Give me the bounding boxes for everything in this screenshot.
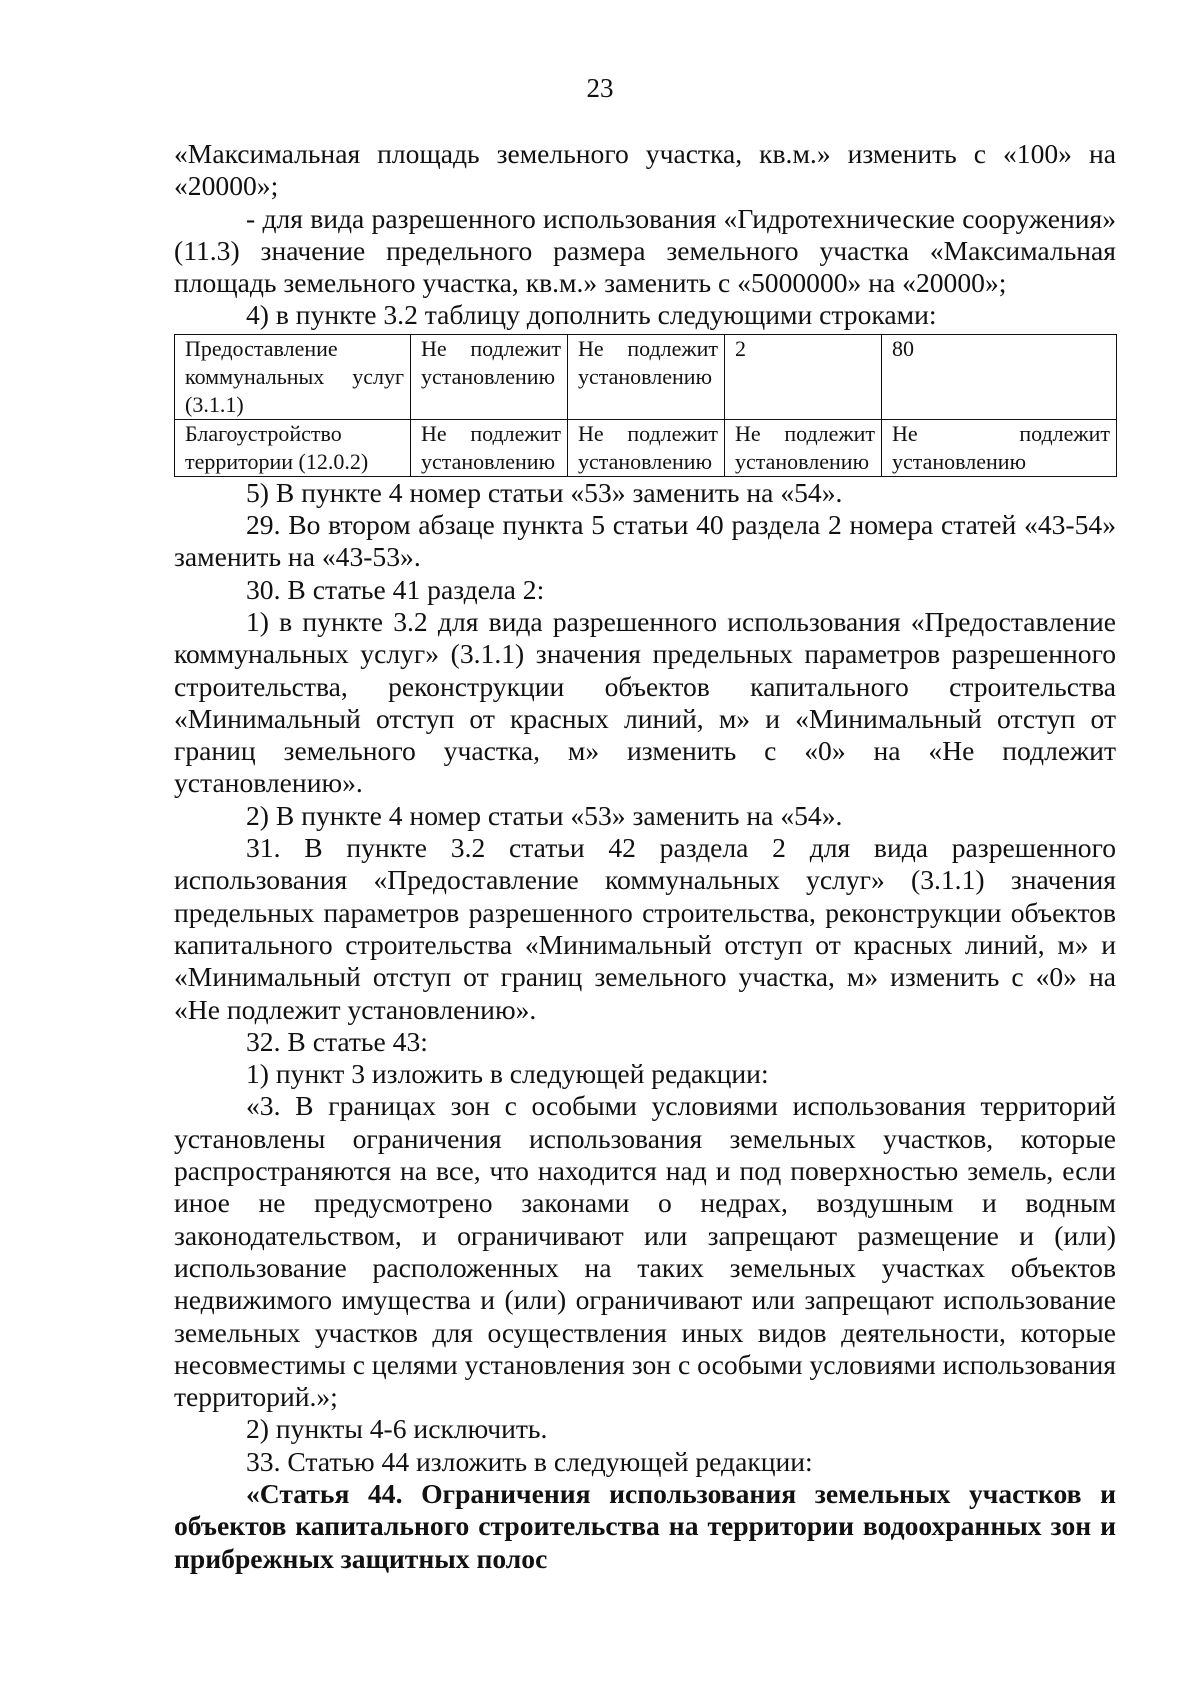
paragraph: «Максимальная площадь земельного участка, кв.м.» изменить с «100» на «20000»; — [174, 138, 1116, 202]
paragraph: 1) пункт 3 изложить в следующей редакции: — [246, 1058, 769, 1090]
paragraphs-bottom — [174, 477, 1116, 1575]
table-cell — [411, 419, 568, 476]
table-cell-text: Не подлежит установлению — [421, 420, 561, 474]
table-cell-text: Не подлежит установлению — [892, 420, 1110, 474]
table-cell-text: 2 — [735, 335, 746, 361]
table-cell — [568, 334, 725, 419]
paragraph: 30. В статье 41 раздела 2: — [246, 573, 545, 605]
paragraph: 31. В пункте 3.2 статьи 42 раздела 2 для вида разрешенного использования «Предоставление коммунальных услуг» (3.1.1) значения предельных параметров разрешенного строительства, реконструкции объектов капитального строительства «Минимальный отступ от красных линий, м» и «Минимальный отступ от границ земельного участка, м» изменить с «0» на «Не подлежит установлению». — [174, 832, 1116, 1025]
paragraph: 33. Статью 44 изложить в следующей редакции: — [246, 1445, 813, 1477]
paragraph: 32. В статье 43: — [246, 1025, 428, 1057]
table-cell — [725, 419, 882, 476]
table-cell-text: Не подлежит установлению — [578, 420, 718, 474]
paragraph: 5) В пункте 4 номер статьи «53» заменить на «54». — [246, 476, 843, 508]
table-cell-text: Не подлежит установлению — [578, 335, 718, 389]
paragraph: 2) пункты 4-6 исключить. — [246, 1413, 548, 1445]
table-cell — [882, 334, 1117, 419]
table-cell — [882, 419, 1117, 476]
table-cell — [411, 334, 568, 419]
table-row — [175, 334, 1117, 419]
document-body — [174, 138, 1116, 1575]
table-cell — [725, 334, 882, 419]
paragraph: 4) в пункте 3.2 таблицу дополнить следующими строками: — [246, 299, 937, 331]
paragraph: 29. Во втором абзаце пункта 5 статьи 40 раздела 2 номера статей «43-54» заменить на «43-53». — [174, 509, 1116, 573]
table-cell-text: Не подлежит установлению — [421, 335, 561, 389]
paragraph: - для вида разрешенного использования «Гидротехнические сооружения» (11.3) значение предельного размера земельного участка «Максимальная площадь земельного участка, кв.м.» заменить с «5000000» на «20000»; — [174, 202, 1116, 299]
table-cell-text: Предоставление коммунальных услуг (3.1.1) — [185, 335, 404, 417]
table-cell-text: Благоустройство территории (12.0.2) — [185, 420, 369, 474]
table-body — [175, 334, 1117, 476]
table-cell-text: 80 — [892, 335, 914, 361]
paragraph: «Статья 44. Ограничения использования земельных участков и объектов капитального строительства на территории водоохранных зон и прибрежных защитных полос — [174, 1477, 1116, 1574]
table-cell — [568, 419, 725, 476]
table-cell — [175, 419, 411, 476]
table-cell-text: Не подлежит установлению — [735, 420, 875, 474]
table-cell — [175, 334, 411, 419]
paragraph: «3. В границах зон с особыми условиями использования территорий установлены ограничения использования земельных участков, которые распространяются на все, что находится над и под поверхностью земель, если иное не предусмотрено законами о недрах, воздушным и водным законодательством, и ограничивают или запрещают размещение и (или) использование расположенных на таких земельных участках объектов недвижимого имущества и (или) ограничивают или запрещают использование земельных участков для осуществления иных видов деятельности, которые несовместимы с целями установления зон с особыми условиями использования территорий.»; — [174, 1090, 1116, 1413]
paragraphs-top — [174, 138, 1116, 332]
paragraph: 2) В пункте 4 номер статьи «53» заменить на «54». — [246, 799, 843, 831]
parameters-table — [174, 334, 1117, 477]
paragraph: 1) в пункте 3.2 для вида разрешенного использования «Предоставление коммунальных услуг» (3.1.1) значения предельных параметров разрешенного строительства, реконструкции объектов капитального строительства «Минимальный отступ от красных линий, м» и «Минимальный отступ от границ земельного участка, м» изменить с «0» на «Не подлежит установлению». — [174, 605, 1116, 799]
table-row — [175, 419, 1117, 476]
page-number: 23 — [586, 73, 614, 103]
